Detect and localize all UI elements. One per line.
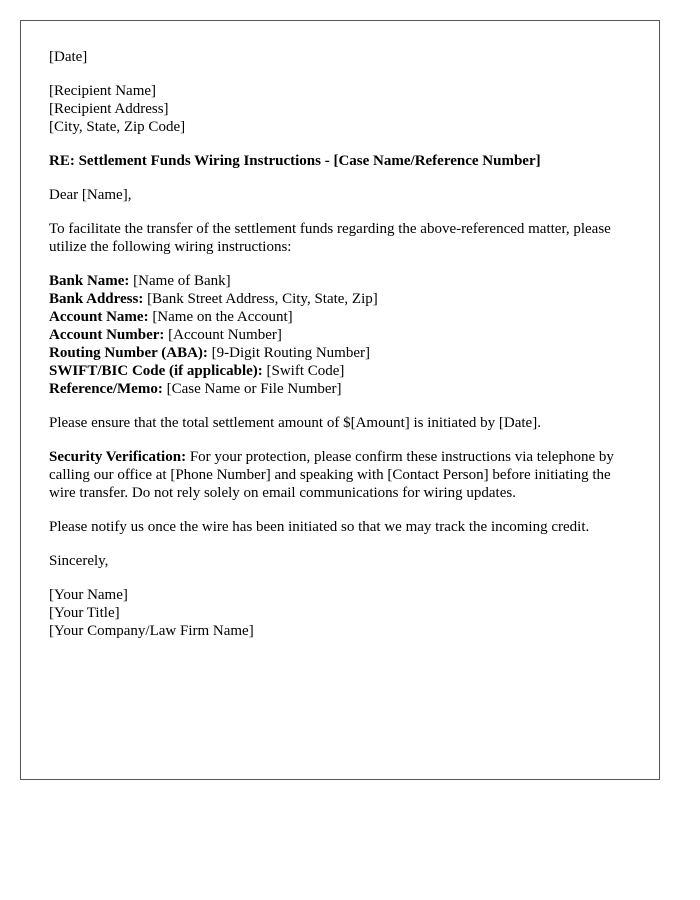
wiring-row-routing-number bbox=[49, 344, 631, 362]
wiring-value: [Account Number] bbox=[164, 327, 282, 343]
recipient-address: [Recipient Address] bbox=[49, 101, 169, 117]
letter-date: [Date] bbox=[49, 49, 88, 65]
wiring-label: Reference/Memo: bbox=[49, 381, 163, 397]
wiring-label: SWIFT/BIC Code (if applicable): bbox=[49, 363, 263, 379]
wiring-label: Routing Number (ABA): bbox=[49, 345, 208, 361]
intro-paragraph: To facilitate the transfer of the settlement funds regarding the above-referenced matter, please utilize the following wiring instructions: bbox=[49, 221, 611, 255]
wiring-value: [Name of Bank] bbox=[129, 273, 231, 289]
wiring-row-account-name bbox=[49, 308, 631, 326]
wiring-value: [Bank Street Address, City, State, Zip] bbox=[143, 291, 378, 307]
wiring-row-bank-address bbox=[49, 290, 631, 308]
letter-page bbox=[20, 20, 660, 780]
date-block bbox=[49, 48, 631, 66]
recipient-name: [Recipient Name] bbox=[49, 83, 157, 99]
wiring-value: [9-Digit Routing Number] bbox=[207, 345, 370, 361]
wiring-label: Bank Name: bbox=[49, 273, 130, 289]
wiring-row-swift-code bbox=[49, 362, 631, 380]
wiring-value: [Swift Code] bbox=[262, 363, 345, 379]
wiring-label: Account Name: bbox=[49, 309, 149, 325]
notify-paragraph: Please notify us once the wire has been initiated so that we may track the incoming credit. bbox=[49, 519, 590, 535]
security-label: Security Verification: bbox=[49, 449, 187, 465]
wiring-row-reference-memo bbox=[49, 380, 631, 398]
wiring-row-account-number bbox=[49, 326, 631, 344]
signature-name: [Your Name] bbox=[49, 587, 128, 603]
wiring-label: Account Number: bbox=[49, 327, 165, 343]
amount-paragraph: Please ensure that the total settlement amount of $[Amount] is initiated by [Date]. bbox=[49, 415, 541, 431]
wiring-value: [Case Name or File Number] bbox=[162, 381, 342, 397]
wiring-value: [Name on the Account] bbox=[148, 309, 293, 325]
signature-block bbox=[49, 586, 631, 640]
security-paragraph bbox=[49, 448, 631, 502]
signature-title: [Your Title] bbox=[49, 605, 120, 621]
wiring-instructions bbox=[49, 272, 631, 398]
closing: Sincerely, bbox=[49, 553, 109, 569]
signature-company: [Your Company/Law Firm Name] bbox=[49, 623, 254, 639]
subject-line: RE: Settlement Funds Wiring Instructions - [Case Name/Reference Number] bbox=[49, 153, 541, 169]
recipient-city-state-zip: [City, State, Zip Code] bbox=[49, 119, 186, 135]
wiring-label: Bank Address: bbox=[49, 291, 144, 307]
wiring-row-bank-name bbox=[49, 272, 631, 290]
salutation: Dear [Name], bbox=[49, 187, 132, 203]
recipient-block bbox=[49, 82, 631, 136]
security-text: For your protection, please confirm these instructions via telephone by calling our office at [Phone Number] and speaking with [Contact Person] before initiating the wire transfer. Do not rely solely on email communications for wiring updates. bbox=[49, 449, 614, 501]
